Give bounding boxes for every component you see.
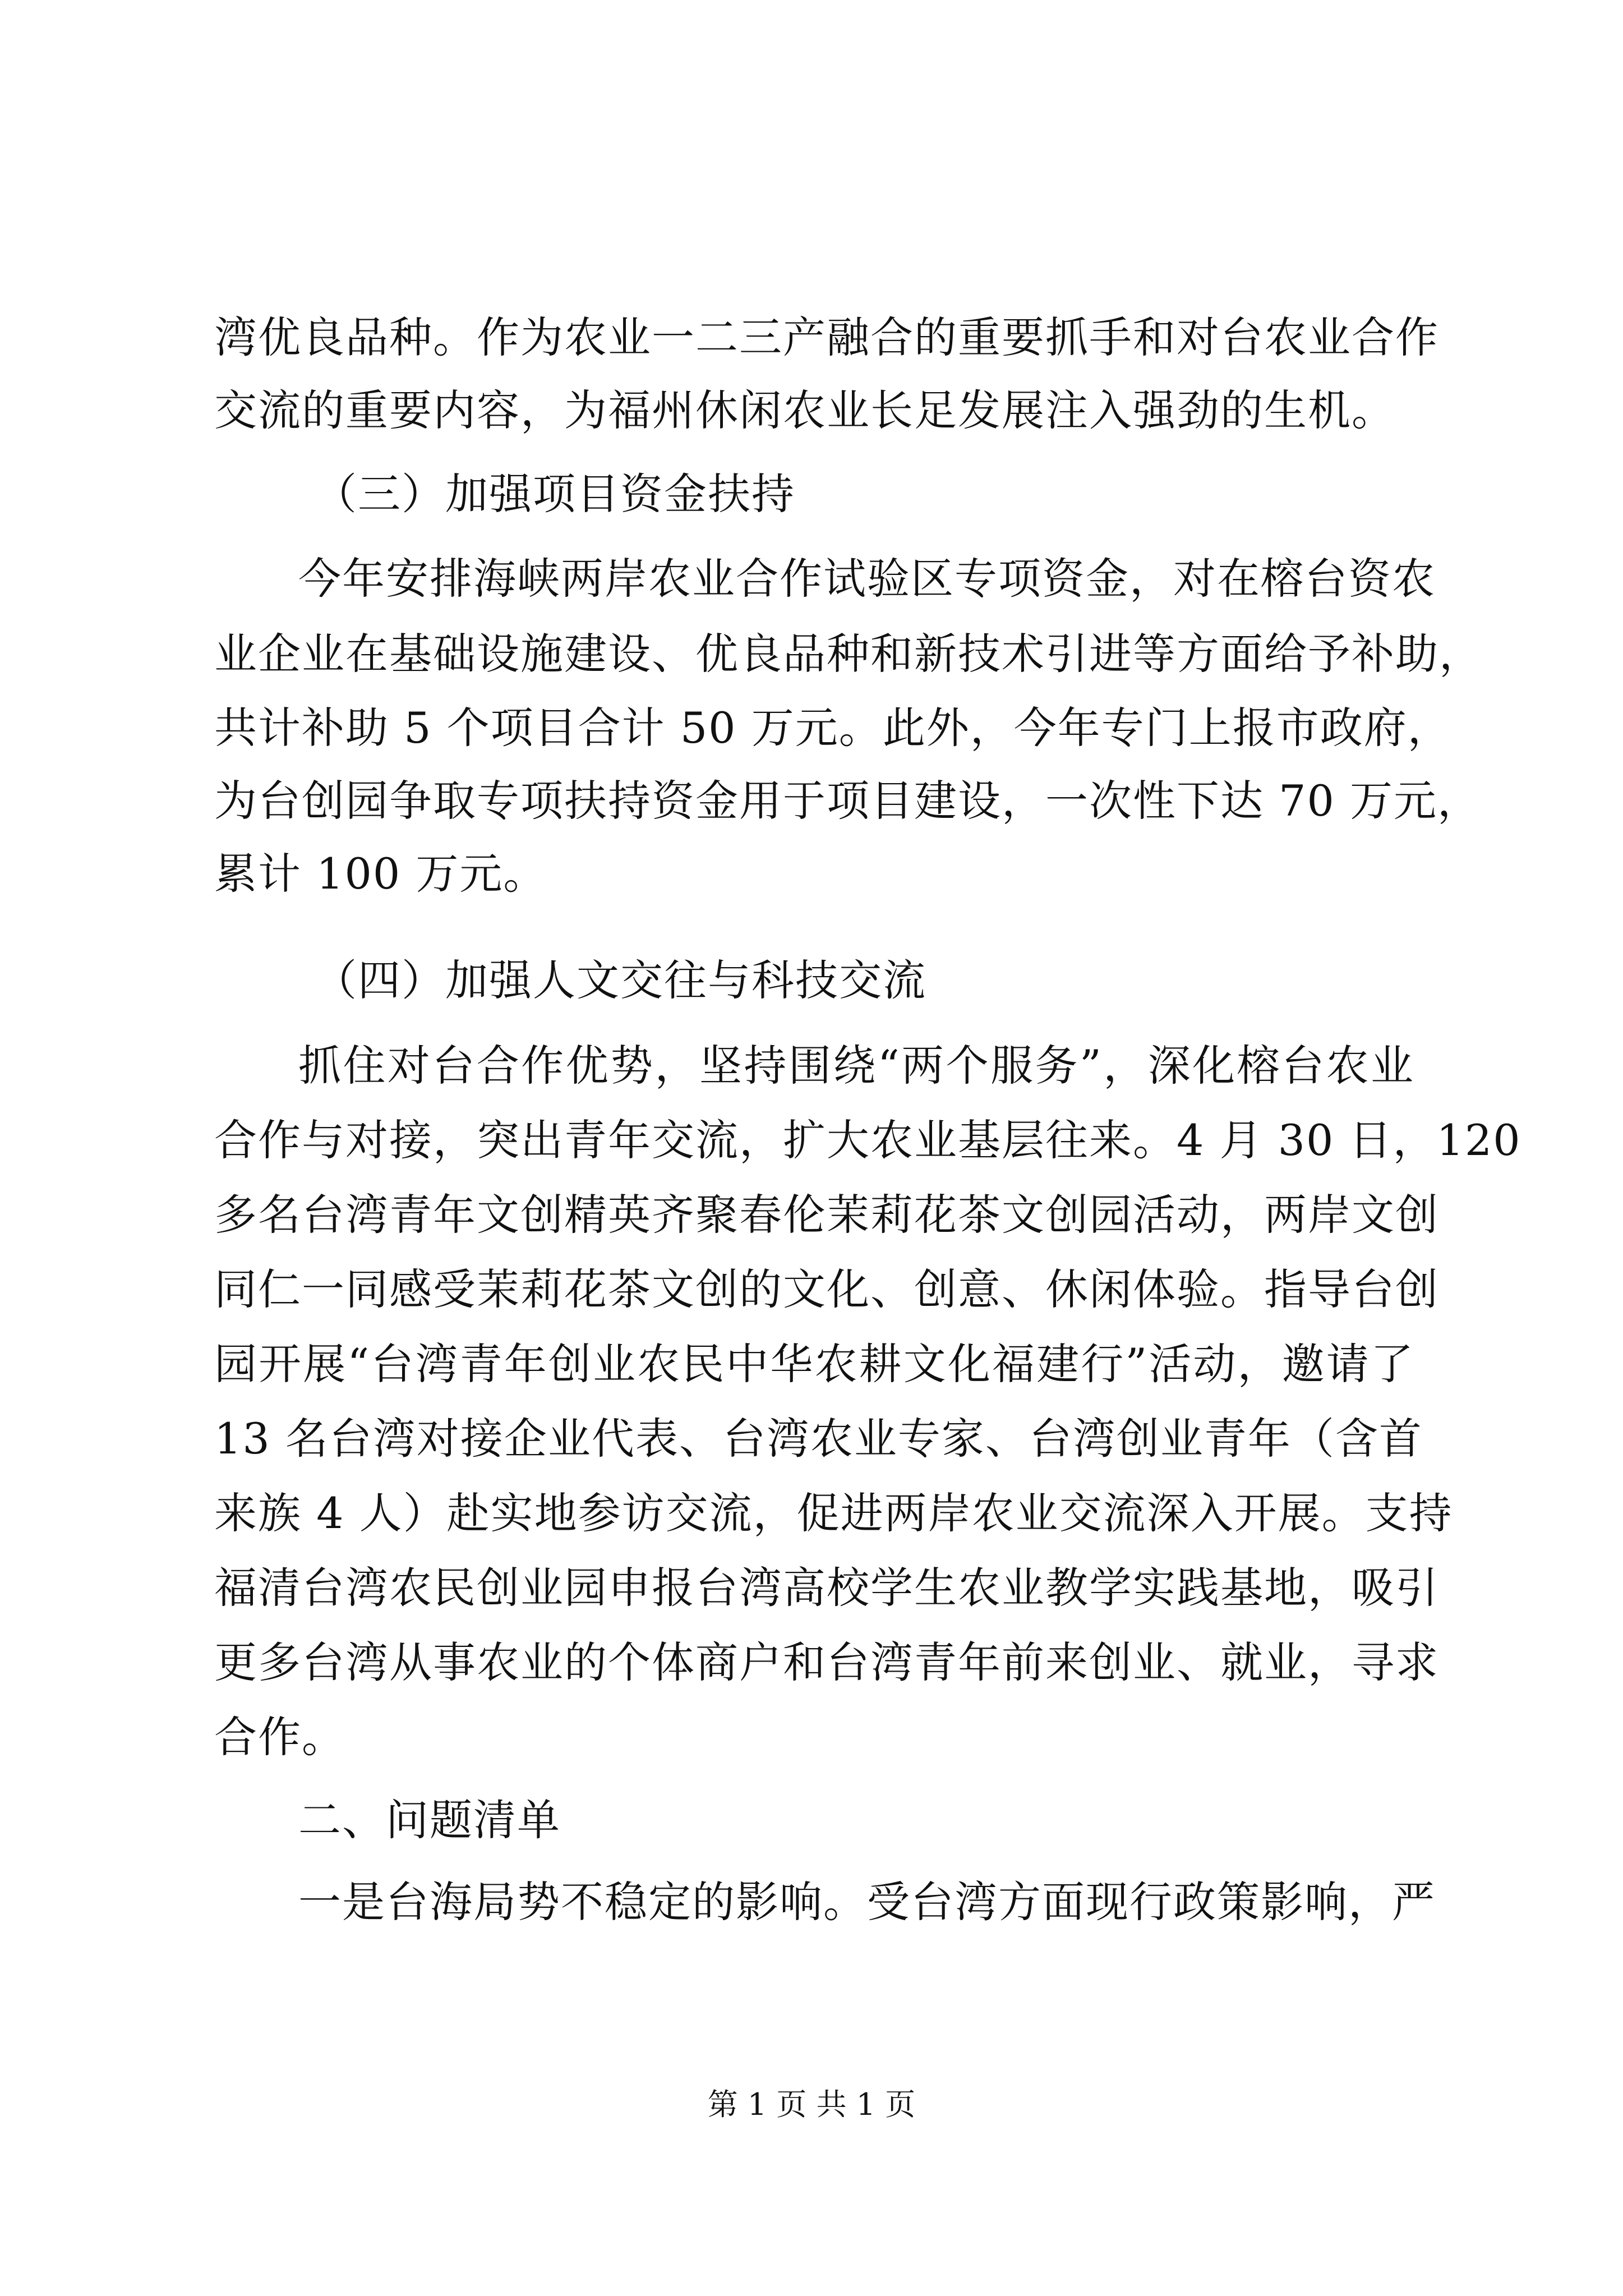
- section-heading: 二、问题清单: [298, 1795, 561, 1845]
- paragraph-line: 来族 4 人）赴实地参访交流，促进两岸农业交流深入开展。支持: [214, 1488, 1453, 1538]
- paragraph-line: 今年安排海峡两岸农业合作试验区专项资金，对在榕台资农: [298, 554, 1436, 604]
- paragraph-line: 13 名台湾对接企业代表、台湾农业专家、台湾创业青年（含首: [214, 1414, 1423, 1464]
- paragraph-line: 合作与对接，突出青年交流，扩大农业基层往来。4 月 30 日，120: [214, 1115, 1521, 1165]
- paragraph-line: 一是台海局势不稳定的影响。受台湾方面现行政策影响，严: [298, 1877, 1436, 1927]
- paragraph-line: 为台创园争取专项扶持资金用于项目建设，一次性下达 70 万元，: [214, 776, 1482, 826]
- paragraph-line: 共计补助 5 个项目合计 50 万元。此外，今年专门上报市政府，: [214, 703, 1451, 753]
- paragraph-line: 福清台湾农民创业园申报台湾高校学生农业教学实践基地，吸引: [214, 1563, 1439, 1613]
- paragraph-line: 交流的重要内容，为福州休闲农业长足发展注入强劲的生机。: [214, 385, 1395, 435]
- page-footer: 第 1 页 共 1 页: [707, 2087, 916, 2122]
- paragraph-line: 湾优良品种。作为农业一二三产融合的重要抓手和对台农业合作: [214, 312, 1439, 362]
- paragraph-line: 多名台湾青年文创精英齐聚春伦茉莉花茶文创园活动，两岸文创: [214, 1190, 1439, 1240]
- paragraph-line: 更多台湾从事农业的个体商户和台湾青年前来创业、就业，寻求: [214, 1637, 1439, 1687]
- paragraph-line: 同仁一同感受茉莉花茶文创的文化、创意、休闲体验。指导台创: [214, 1264, 1439, 1314]
- paragraph-line: 业企业在基础设施建设、优良品种和新技术引进等方面给予补助，: [214, 629, 1483, 679]
- paragraph-line: 合作。: [214, 1712, 345, 1762]
- section-heading: （四）加强人文交往与科技交流: [314, 955, 926, 1005]
- paragraph-line: 抓住对台合作优势，坚持围绕“两个服务”，深化榕台农业: [298, 1041, 1414, 1091]
- paragraph-line: 累计 100 万元。: [214, 849, 547, 899]
- section-heading: （三）加强项目资金扶持: [314, 469, 795, 519]
- paragraph-line: 园开展“台湾青年创业农民中华农耕文化福建行”活动，邀请了: [214, 1339, 1414, 1389]
